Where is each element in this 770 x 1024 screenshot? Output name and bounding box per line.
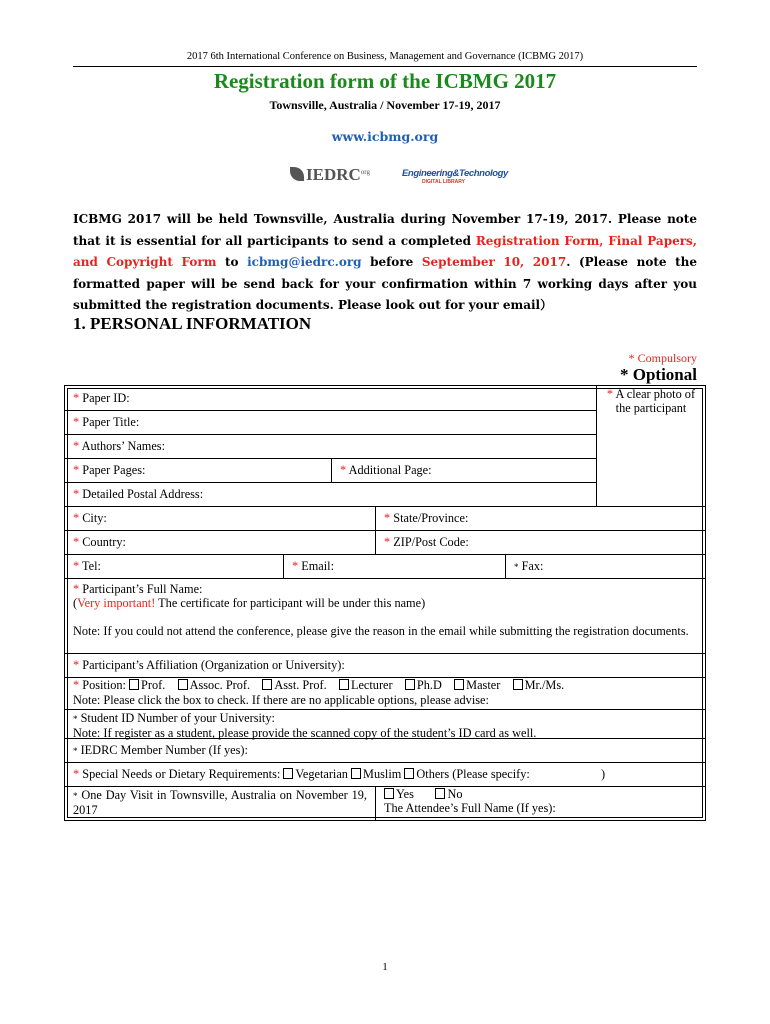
open-paren: ( <box>73 596 78 610</box>
specify-label: specify: <box>490 767 530 781</box>
iedrc-member-label: IEDRC Member Number (If yes): <box>80 743 248 757</box>
required-star: * <box>73 487 80 501</box>
diet-option-vegetarian[interactable] <box>283 767 348 781</box>
required-star: * <box>606 387 614 401</box>
intro-text-3: before <box>361 255 422 269</box>
checkbox-icon[interactable] <box>404 768 414 779</box>
paper-title-field[interactable] <box>65 411 596 435</box>
position-option-assoc-prof[interactable] <box>178 678 250 692</box>
contact-email-link[interactable]: icbmg@iedrc.org <box>247 255 362 269</box>
student-id-note: Note: If register as a student, please provide the scanned copy of the student’s ID card as well. <box>73 726 537 740</box>
zip-field[interactable] <box>375 531 705 554</box>
checkbox-icon[interactable] <box>384 788 394 799</box>
required-star: * <box>73 767 80 781</box>
postal-address-field[interactable] <box>65 483 596 507</box>
paper-pages-field[interactable] <box>65 459 331 482</box>
position-option-label: Prof. <box>141 678 166 692</box>
position-option-prof[interactable] <box>129 678 165 692</box>
checkbox-icon[interactable] <box>262 679 272 690</box>
required-star: * <box>73 658 80 672</box>
position-option-phd[interactable] <box>405 678 442 692</box>
optional-star: * <box>73 746 78 756</box>
visit-option-no[interactable] <box>435 787 462 801</box>
intro-paragraph <box>73 209 697 317</box>
position-label: Position: <box>82 678 130 692</box>
position-option-label: Assoc. Prof. <box>189 678 251 692</box>
intro-text-4: . (Please note the formatted paper will be send back for your confirmation within 7 working days after you submitted the registration documents. Please look out for your email） <box>73 255 697 312</box>
position-option-mr-ms[interactable] <box>513 678 565 692</box>
paper-pages-label: Paper Pages: <box>82 463 146 477</box>
page-title: Registration form of the ICBMG 2017 <box>213 69 557 93</box>
visit-row <box>65 787 705 820</box>
required-star: * <box>73 439 80 453</box>
required-star: * <box>73 463 80 477</box>
checkbox-icon[interactable] <box>129 679 139 690</box>
intro-text-1: ICBMG 2017 will be held Townsville, Australia during November 17-19, 2017. Please note that it is essential for all participants to send a completed <box>73 212 697 248</box>
visit-option-yes[interactable] <box>384 787 414 801</box>
zip-label: ZIP/Post Code: <box>393 535 469 549</box>
fax-label: Fax: <box>521 559 544 573</box>
position-option-label: Asst. Prof. <box>274 678 327 692</box>
affiliation-label: Participant’s Affiliation (Organization or University): <box>82 658 345 672</box>
paper-id-label: Paper ID: <box>82 391 130 405</box>
visit-label: One Day Visit in Townsville, Australia on November 19, 2017 <box>73 788 367 817</box>
city-field[interactable] <box>65 507 375 530</box>
et-logo-subtext: DIGITAL LIBRARY <box>422 179 465 185</box>
paper-title-label: Paper Title: <box>82 415 140 429</box>
page-number: 1 <box>382 961 388 973</box>
required-star: * <box>73 582 80 596</box>
country-field[interactable] <box>65 531 375 554</box>
registration-form <box>64 385 706 821</box>
header-divider <box>73 66 697 67</box>
iedrc-logo <box>290 165 370 185</box>
affiliation-field[interactable] <box>65 654 705 678</box>
position-option-master[interactable] <box>454 678 500 692</box>
required-star: * <box>73 678 80 692</box>
postal-address-label: Detailed Postal Address: <box>82 487 204 501</box>
optional-star: * <box>73 714 78 724</box>
photo-label-line2: the participant <box>615 401 687 415</box>
additional-page-label: Additional Page: <box>348 463 432 477</box>
iedrc-logo-suffix: org <box>360 168 371 176</box>
additional-page-field[interactable] <box>331 459 596 482</box>
very-important-text: Very important! <box>77 596 156 610</box>
checkbox-icon[interactable] <box>405 679 415 690</box>
close-paren: ) <box>601 767 606 781</box>
checkbox-icon[interactable] <box>339 679 349 690</box>
compulsory-legend: * Compulsory <box>628 351 697 365</box>
required-star: * <box>384 535 391 549</box>
position-note: Note: Please click the box to check. If there are no applicable options, please advise: <box>73 693 489 707</box>
visit-yes-label: Yes <box>396 787 414 801</box>
page-subtitle: Townsville, Australia / November 17-19, 2017 <box>269 98 501 112</box>
deadline-text: September 10, 2017 <box>421 255 567 269</box>
intro-text-2: to <box>216 255 248 269</box>
certificate-note: The certificate for participant will be under this name) <box>155 596 426 610</box>
position-option-asst-prof[interactable] <box>262 678 326 692</box>
leaf-icon <box>290 167 304 181</box>
special-needs-label: Special Needs or Dietary Requirements: <box>82 767 284 781</box>
checkbox-icon[interactable] <box>513 679 523 690</box>
fax-field[interactable] <box>505 555 705 578</box>
website-link[interactable]: www.icbmg.org <box>331 129 439 144</box>
required-star: * <box>292 559 299 573</box>
optional-star: * <box>514 562 519 572</box>
checkbox-icon[interactable] <box>454 679 464 690</box>
student-id-label: Student ID Number of your University: <box>80 711 275 725</box>
required-star: * <box>73 511 80 525</box>
student-id-field[interactable] <box>65 710 705 739</box>
state-field[interactable] <box>375 507 705 530</box>
paper-pages-row <box>65 459 596 483</box>
diet-option-label: Muslim <box>363 767 402 781</box>
photo-label-line1: A clear photo of <box>615 387 696 401</box>
country-row <box>65 531 705 555</box>
visit-answer-cell <box>375 787 705 820</box>
attendee-name-label[interactable]: The Attendee’s Full Name (If yes): <box>384 801 556 815</box>
required-star: * <box>384 511 391 525</box>
required-star: * <box>73 559 80 573</box>
authors-field[interactable] <box>65 435 596 459</box>
optional-star: * <box>73 791 78 801</box>
required-star: * <box>73 535 80 549</box>
position-option-label: Ph.D <box>416 678 442 692</box>
iedrc-member-field[interactable] <box>65 739 705 763</box>
required-star: * <box>340 463 347 477</box>
diet-option-others[interactable] <box>404 767 487 781</box>
diet-option-muslim[interactable] <box>351 767 401 781</box>
checkbox-icon[interactable] <box>283 768 293 779</box>
tel-field[interactable] <box>65 555 283 578</box>
visit-label-cell <box>65 787 375 820</box>
email-field[interactable] <box>283 555 505 578</box>
city-label: City: <box>82 511 107 525</box>
full-name-label: Participant’s Full Name: <box>82 582 203 596</box>
position-field <box>65 678 705 710</box>
attendance-note: Note: If you could not attend the conference, please give the reason in the email while submitting the registration documents. <box>73 624 689 638</box>
engineering-technology-logo <box>402 168 508 185</box>
required-star: * <box>73 415 80 429</box>
required-forms-text: Registration Form, Final Papers, and Copyright Form <box>73 233 697 269</box>
sponsor-logos <box>290 165 508 189</box>
section-title: 1. PERSONAL INFORMATION <box>73 314 312 333</box>
special-needs-field <box>65 763 705 787</box>
position-option-lecturer[interactable] <box>339 678 393 692</box>
city-row <box>65 507 705 531</box>
checkbox-icon[interactable] <box>178 679 188 690</box>
diet-option-label: Vegetarian <box>295 767 348 781</box>
conference-header: 2017 6th International Conference on Business, Management and Governance (ICBMG 2017) <box>186 51 584 62</box>
paper-id-field[interactable] <box>65 386 596 411</box>
position-option-label: Master <box>466 678 501 692</box>
position-option-label: Lecturer <box>350 678 393 692</box>
iedrc-logo-text: IEDRC <box>306 165 361 184</box>
position-option-label: Mr./Ms. <box>524 678 565 692</box>
et-logo-text: Engineering&Technology <box>402 168 508 179</box>
optional-legend: * Optional <box>620 365 697 384</box>
required-star: * <box>73 391 80 405</box>
state-label: State/Province: <box>393 511 469 525</box>
photo-box[interactable] <box>596 386 705 507</box>
visit-no-label: No <box>447 787 463 801</box>
email-label: Email: <box>301 559 335 573</box>
checkbox-icon[interactable] <box>435 788 445 799</box>
checkbox-icon[interactable] <box>351 768 361 779</box>
diet-option-label: Others (Please <box>416 767 488 781</box>
country-label: Country: <box>82 535 126 549</box>
authors-label: Authors’ Names: <box>81 439 166 453</box>
full-name-field[interactable] <box>65 579 705 654</box>
tel-label: Tel: <box>82 559 101 573</box>
contact-row <box>65 555 705 579</box>
